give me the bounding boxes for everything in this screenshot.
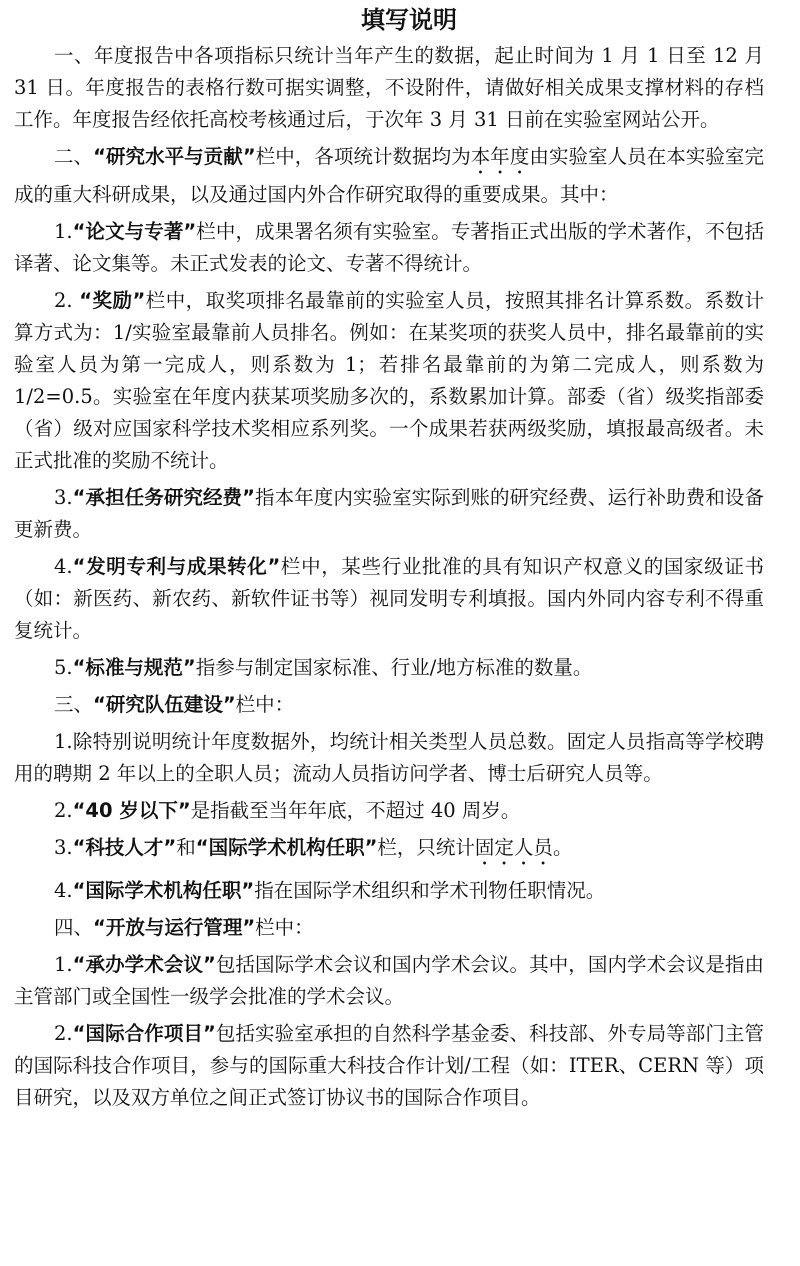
- bold-term: “承担任务研究经费”: [72, 486, 255, 509]
- item-prefix: 2.: [54, 289, 80, 312]
- paragraph-1: 一、年度报告中各项指标只统计当年产生的数据，起止时间为 1 月 1 日至 12 月 31 日。年度报告的表格行数可据实调整，不设附件，请做好相关成果支撑材料的存档工作。年度报告经依托高校考核通过后，于次年 3 月 31 日前在实验室网站公开。: [14, 44, 764, 131]
- section-prefix: 四、: [54, 916, 94, 939]
- item-prefix: 4.: [54, 879, 73, 902]
- item-prefix: 1.: [54, 953, 73, 976]
- bold-term: “标准与规范”: [72, 656, 196, 679]
- paragraph-13: [14, 912, 764, 944]
- item-prefix: 2.: [54, 799, 73, 822]
- bold-term: “国际学术机构任职”: [195, 836, 378, 859]
- item-prefix: 4.: [54, 555, 73, 578]
- paragraph-text: 包括国际学术会议和国内学术会议。其中，国内学术会议是指由主管部门或全国性一级学会批准的学术会议。: [14, 953, 764, 1008]
- bold-term: “论文与专著”: [72, 220, 197, 243]
- paragraph-text: 栏中，各项统计数据均为: [255, 145, 471, 168]
- paragraph-2: [14, 141, 764, 211]
- paragraph-text: 栏，只统计: [377, 836, 475, 859]
- paragraph-text: 指本年度内实验室实际到账的研究经费、运行补助费和设备更新费。: [14, 486, 764, 541]
- paragraph-text: 。: [552, 836, 573, 859]
- paragraph-4: [14, 285, 764, 477]
- bold-term: “开放与运行管理”: [93, 916, 256, 939]
- section-prefix: 三、: [54, 693, 94, 716]
- item-prefix: 5.: [54, 656, 73, 679]
- paragraph-11: [14, 832, 764, 870]
- paragraph-12: [14, 875, 764, 907]
- bold-term: “研究队伍建设”: [93, 693, 236, 716]
- paragraph-text: 指参与制定国家标准、行业/地方标准的数量。: [195, 656, 593, 679]
- paragraph-text: 和: [176, 836, 196, 859]
- bold-term: “承办学术会议”: [72, 953, 216, 976]
- paragraph-15: [14, 1018, 764, 1114]
- paragraph-text: 指在国际学术组织和学术刊物任职情况。: [254, 879, 606, 902]
- bold-term: “科技人才”: [72, 836, 177, 859]
- item-prefix: 2.: [54, 1022, 73, 1045]
- paragraph-5: [14, 482, 764, 546]
- bold-term: “40 岁以下”: [72, 799, 191, 822]
- paragraph-text: 是指截至当年年底，不超过 40 周岁。: [190, 799, 521, 822]
- bold-term: “国际学术机构任职”: [72, 879, 255, 902]
- page-title: 填写说明: [361, 6, 457, 34]
- bold-term: “奖励”: [79, 289, 146, 312]
- paragraph-8: [14, 689, 764, 721]
- paragraph-text: 栏中：: [255, 916, 314, 939]
- paragraph-text: 栏中，某些行业批准的具有知识产权意义的国家级证书（如：新医药、新农药、新软件证书等）视同发明专利填报。国内外同内容专利不得重复统计。: [14, 555, 764, 642]
- paragraph-text: 栏中，成果署名须有实验室。专著指正式出版的学术著作，不包括译著、论文集等。未正式发表的论文、专著不得统计。: [14, 220, 764, 275]
- emphasized-text: 固定人员: [474, 836, 553, 859]
- paragraph-6: [14, 551, 764, 647]
- item-prefix: 3.: [54, 836, 73, 859]
- paragraph-7: [14, 652, 764, 684]
- bold-term: “研究水平与贡献”: [93, 145, 256, 168]
- paragraph-10: [14, 795, 764, 827]
- emphasized-text: 本年度: [470, 145, 530, 168]
- item-prefix: 3.: [54, 486, 73, 509]
- paragraph-text: 包括实验室承担的自然科学基金委、科技部、外专局等部门主管的国际科技合作项目，参与的国际重大科技合作计划/工程（如：ITER、CERN 等）项目研究，以及双方单位之间正式签订协议书的国际合作项目。: [14, 1022, 764, 1109]
- item-prefix: 1.: [54, 220, 73, 243]
- paragraph-3: [14, 216, 764, 280]
- bold-term: “发明专利与成果转化”: [72, 555, 281, 578]
- paragraph-9: 1.除特别说明统计年度数据外，均统计相关类型人员总数。固定人员指高等学校聘用的聘期 2 年以上的全职人员；流动人员指访问学者、博士后研究人员等。: [14, 730, 764, 785]
- paragraph-14: [14, 949, 764, 1013]
- paragraph-text: 由实验室人员在本实验室完成的重大科研成果，以及通过国内外合作研究取得的重要成果。其中：: [14, 145, 764, 206]
- bold-term: “国际合作项目”: [72, 1022, 216, 1045]
- paragraph-text: 栏中，取奖项排名最靠前的实验室人员，按照其排名计算系数。系数计算方式为：1/实验室最靠前人员排名。例如：在某奖项的获奖人员中，排名最靠前的实验室人员为第一完成人，则系数为 1；若排名最靠前的为第二完成人，则系数为 1/2=0.5。实验室在年度内获某项奖励多次的，系数累加计算。部委（省）级奖指部委（省）级对应国家科学技术奖相应系列奖。一个成果若获两级奖励，填报最高级者。未正式批准的奖励不统计。: [14, 289, 764, 472]
- section-prefix: 二、: [54, 145, 94, 168]
- paragraph-text: 栏中：: [235, 693, 295, 716]
